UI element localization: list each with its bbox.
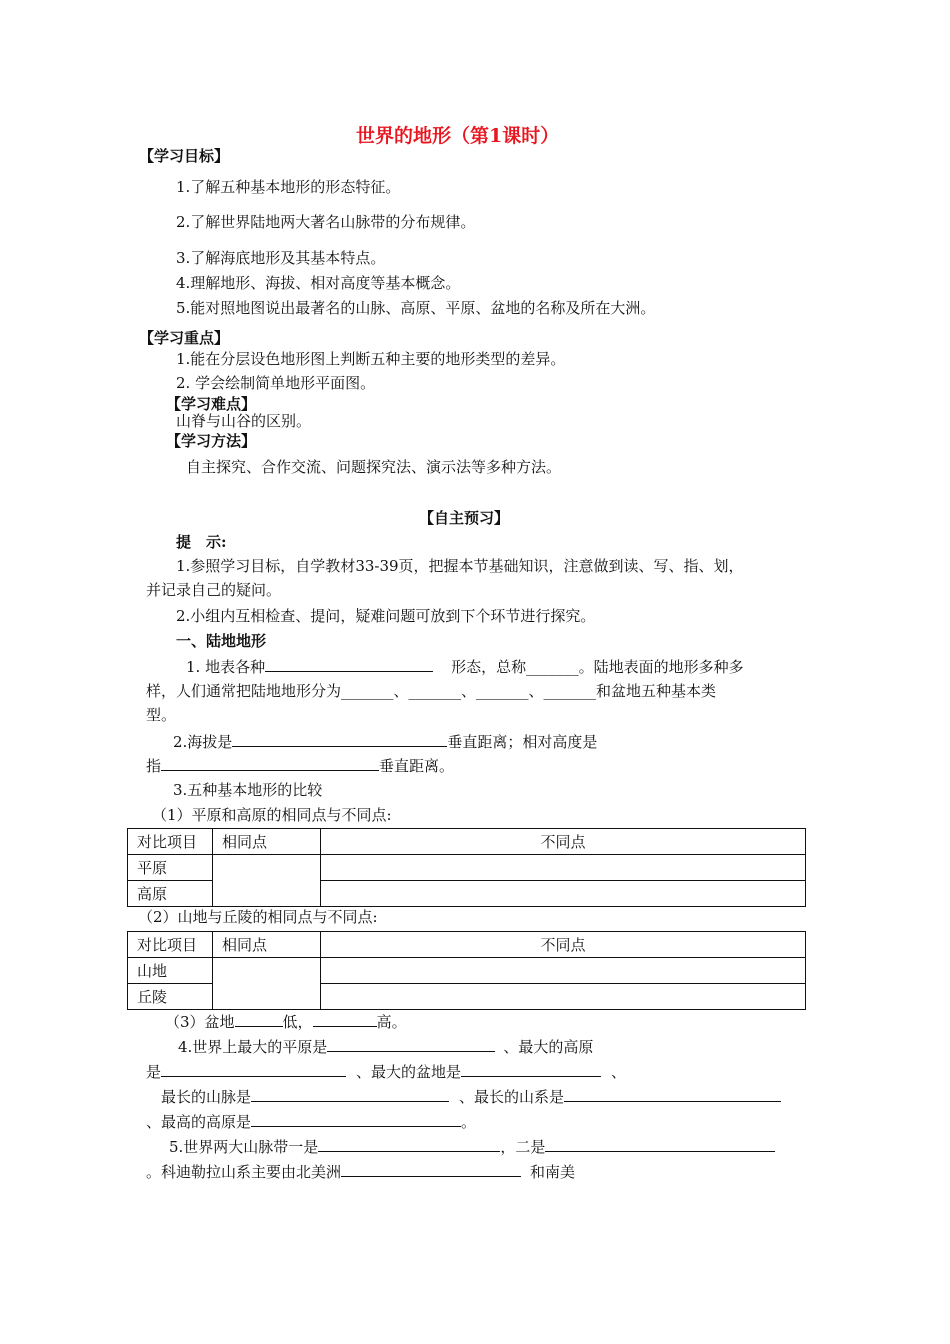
question-4-text-g: 、最长的山系是 (459, 1088, 565, 1106)
tip-label: 提 示: (176, 533, 227, 551)
question-2-text-a: 2.海拔是 (173, 733, 233, 751)
answer-blank[interactable] (265, 656, 433, 672)
answer-cell[interactable] (321, 881, 806, 907)
question-4-line-2 (146, 1061, 626, 1082)
preview-heading: 【自主预习】 (419, 509, 510, 527)
tip-1-line-1: 1.参照学习目标，自学教材33-39页，把握本节基础知识，注意做到读、写、指、划， (176, 557, 744, 575)
answer-blank[interactable] (341, 1161, 521, 1177)
question-2-text-c: 指 (146, 757, 162, 775)
question-5-text-d: 和南美 (530, 1163, 576, 1181)
mountain-hill-table (127, 931, 806, 1010)
keypoint-item: 2. 学会绘制简单地形平面图。 (176, 374, 376, 392)
answer-blank[interactable] (161, 1061, 346, 1077)
goals-heading: 【学习目标】 (139, 147, 230, 165)
row-label: 山地 (128, 958, 213, 984)
question-3-3-text-a: （3）盆地 (165, 1013, 235, 1031)
answer-cell[interactable] (213, 958, 321, 1010)
question-3-3 (165, 1011, 407, 1032)
answer-cell[interactable] (213, 855, 321, 907)
page-title: 世界的地形（第1课时） (356, 125, 560, 147)
question-1-text-b: 形态，总称_______。陆地表面的地形多种多 (451, 658, 744, 676)
row-label: 丘陵 (128, 984, 213, 1010)
table-row (128, 958, 806, 984)
table-header-cell: 相同点 (213, 829, 321, 855)
tip-2: 2.小组内互相检查、提问，疑难问题可放到下个环节进行探究。 (176, 607, 596, 625)
question-3-3-text-c: 高。 (376, 1013, 407, 1031)
question-5-line-1 (169, 1136, 775, 1157)
goal-item: 1.了解五种基本地形的形态特征。 (176, 178, 401, 196)
row-label: 平原 (128, 855, 213, 881)
answer-cell[interactable] (321, 855, 806, 881)
table-header-cell: 对比项目 (128, 932, 213, 958)
question-4-text-f: 最长的山脉是 (161, 1088, 252, 1106)
answer-cell[interactable] (321, 958, 806, 984)
keypoints-heading: 【学习重点】 (139, 329, 230, 347)
question-1-line-2: 样，人们通常把陆地地形分为_______、_______、_______、_______和盆地五种基本类 (146, 682, 717, 700)
goal-item: 5.能对照地图说出最著名的山脉、高原、平原、盆地的名称及所在大洲。 (176, 299, 656, 317)
question-5-text-b: ，二是 (500, 1138, 546, 1156)
question-5-line-2 (146, 1161, 575, 1182)
table-header-cell: 相同点 (213, 932, 321, 958)
table-header-row (128, 932, 806, 958)
question-2-text-d: 垂直距离。 (379, 757, 455, 775)
question-4-text-e: 、 (611, 1063, 627, 1081)
answer-blank[interactable] (461, 1061, 601, 1077)
table-header-row (128, 829, 806, 855)
question-5-text-c: 。科迪勒拉山系主要由北美洲 (146, 1163, 342, 1181)
difficulty-text: 山脊与山谷的区别。 (176, 412, 312, 430)
plain-plateau-table (127, 828, 806, 907)
answer-blank[interactable] (251, 1086, 449, 1102)
question-4-text-h: 、最高的高原是 (146, 1113, 252, 1131)
answer-blank[interactable] (251, 1111, 461, 1127)
question-2-text-b: 垂直距离；相对高度是 (447, 733, 598, 751)
tip-1-line-2: 并记录自己的疑问。 (146, 581, 282, 599)
table-header-cell: 不同点 (321, 932, 806, 958)
answer-blank[interactable] (564, 1086, 781, 1102)
question-3-3-text-b: 低， (282, 1013, 313, 1031)
answer-blank[interactable] (161, 755, 379, 771)
question-4-text-c: 是 (146, 1063, 162, 1081)
answer-blank[interactable] (232, 731, 447, 747)
goal-item: 4.理解地形、海拔、相对高度等基本概念。 (176, 274, 461, 292)
question-1-text-a: 1. 地表各种 (186, 658, 266, 676)
goal-item: 3.了解海底地形及其基本特点。 (176, 249, 386, 267)
question-3-1-title: （1）平原和高原的相同点与不同点: (152, 806, 392, 824)
question-3-title: 3.五种基本地形的比较 (173, 781, 323, 799)
question-4-text-d: 、最大的盆地是 (356, 1063, 462, 1081)
answer-blank[interactable] (235, 1011, 283, 1027)
table-header-cell: 不同点 (321, 829, 806, 855)
question-4-line-1 (178, 1036, 593, 1057)
row-label: 高原 (128, 881, 213, 907)
question-4-text-a: 4.世界上最大的平原是 (178, 1038, 328, 1056)
goal-item: 2.了解世界陆地两大著名山脉带的分布规律。 (176, 213, 476, 231)
answer-blank[interactable] (545, 1136, 775, 1152)
question-1-line-1 (186, 656, 744, 677)
keypoint-item: 1.能在分层设色地形图上判断五种主要的地形类型的差异。 (176, 350, 566, 368)
answer-blank[interactable] (313, 1011, 377, 1027)
question-2-line-2 (146, 755, 454, 776)
answer-cell[interactable] (321, 984, 806, 1010)
method-text: 自主探究、合作交流、问题探究法、演示法等多种方法。 (186, 458, 562, 476)
difficulty-heading: 【学习难点】 (166, 395, 257, 413)
answer-blank[interactable] (327, 1036, 495, 1052)
question-4-text-b: 、最大的高原 (503, 1038, 594, 1056)
question-4-line-3 (161, 1086, 781, 1107)
table-row (128, 855, 806, 881)
question-3-2-title: （2）山地与丘陵的相同点与不同点: (138, 908, 378, 926)
method-heading: 【学习方法】 (166, 432, 257, 450)
question-4-line-4 (146, 1111, 476, 1132)
question-1-line-3: 型。 (146, 706, 177, 724)
question-5-text-a: 5.世界两大山脉带一是 (169, 1138, 319, 1156)
section-land-landforms: 一、陆地地形 (176, 632, 267, 650)
answer-blank[interactable] (318, 1136, 500, 1152)
question-4-text-i: 。 (461, 1113, 477, 1131)
table-header-cell: 对比项目 (128, 829, 213, 855)
question-2-line-1 (173, 731, 597, 752)
